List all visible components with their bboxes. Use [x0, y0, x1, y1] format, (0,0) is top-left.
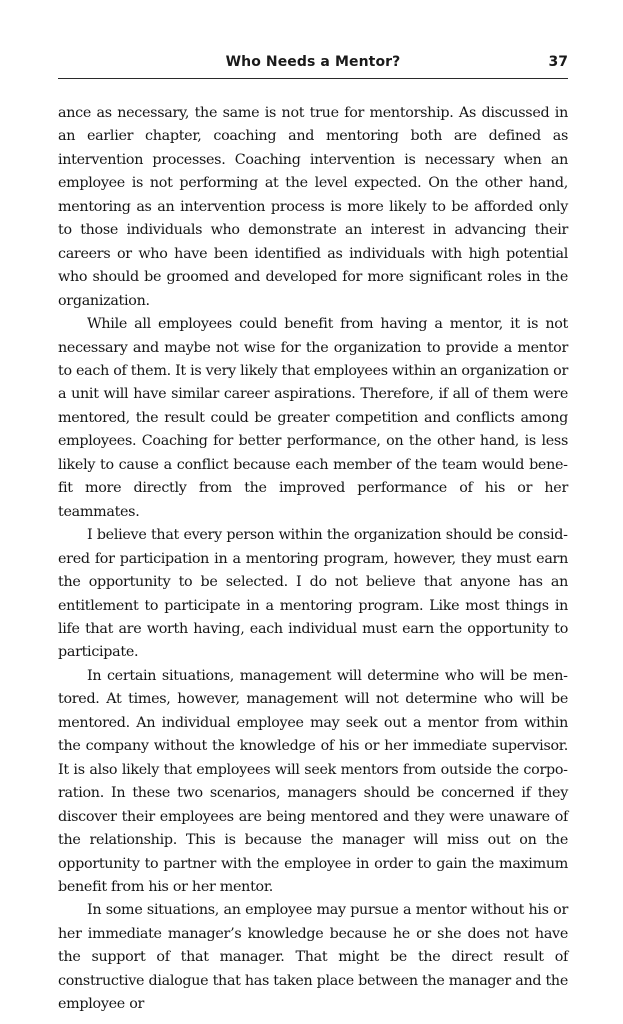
paragraph: In some situations, an employee may pursue a mentor without his or her immediate manager’s knowledge because he or she does not have the support of that manager. That might be the direct result of constructive dialogue that has taken place between the manager and the employee or — [58, 902, 568, 1013]
chapter-title: Who Needs a Mentor? — [225, 54, 401, 70]
body-text — [58, 102, 568, 1017]
paragraph: In certain situations, management will determine who will be mentored. At times, however, management will not determine who will be mentored. An individual employee may seek out a mentor from within the company without the knowledge of his or her immediate supervisor. It is also likely that employees will seek mentors from outside the corporation. In these two scenarios, managers should be concerned if they discover their employees are being mentored and they were unaware of the relationship. This is because the manager will miss out on the opportunity to partner with the employee in order to gain the maximum benefit from his or her mentor. — [58, 667, 568, 895]
page-number: 37 — [548, 54, 568, 70]
header-rule — [58, 78, 568, 79]
paragraph: ance as necessary, the same is not true for mentorship. As discussed in an earlier chapter, coaching and mentoring both are defined as intervention processes. Coaching intervention is necessary when an employee is not performing at the level expected. On the other hand, mentoring as an intervention process is more likely to be afforded only to those individuals who demonstrate an interest in advancing their careers or who have been identified as individuals with high potential who should be groomed and developed for more significant roles in the organization. — [58, 105, 568, 309]
running-header — [58, 54, 568, 78]
paragraph: I believe that every person within the organization should be considered for participation in a mentoring program, however, they must earn the opportunity to be selected. I do not believe that anyone has an entitlement to participate in a mentoring program. Like most things in life that are worth having, each individual must earn the opportunity to participate. — [58, 527, 568, 661]
paragraph: While all employees could benefit from having a mentor, it is not necessary and maybe not wise for the organization to provide a mentor to each of them. It is very likely that employees within an organization or a unit will have similar career aspirations. Therefore, if all of them were mentored, the result could be greater competition and conflicts among employees. Coaching for better performance, on the other hand, is less likely to cause a conflict because each member of the team would benefit more directly from the improved performance of his or her teammates. — [58, 316, 568, 520]
